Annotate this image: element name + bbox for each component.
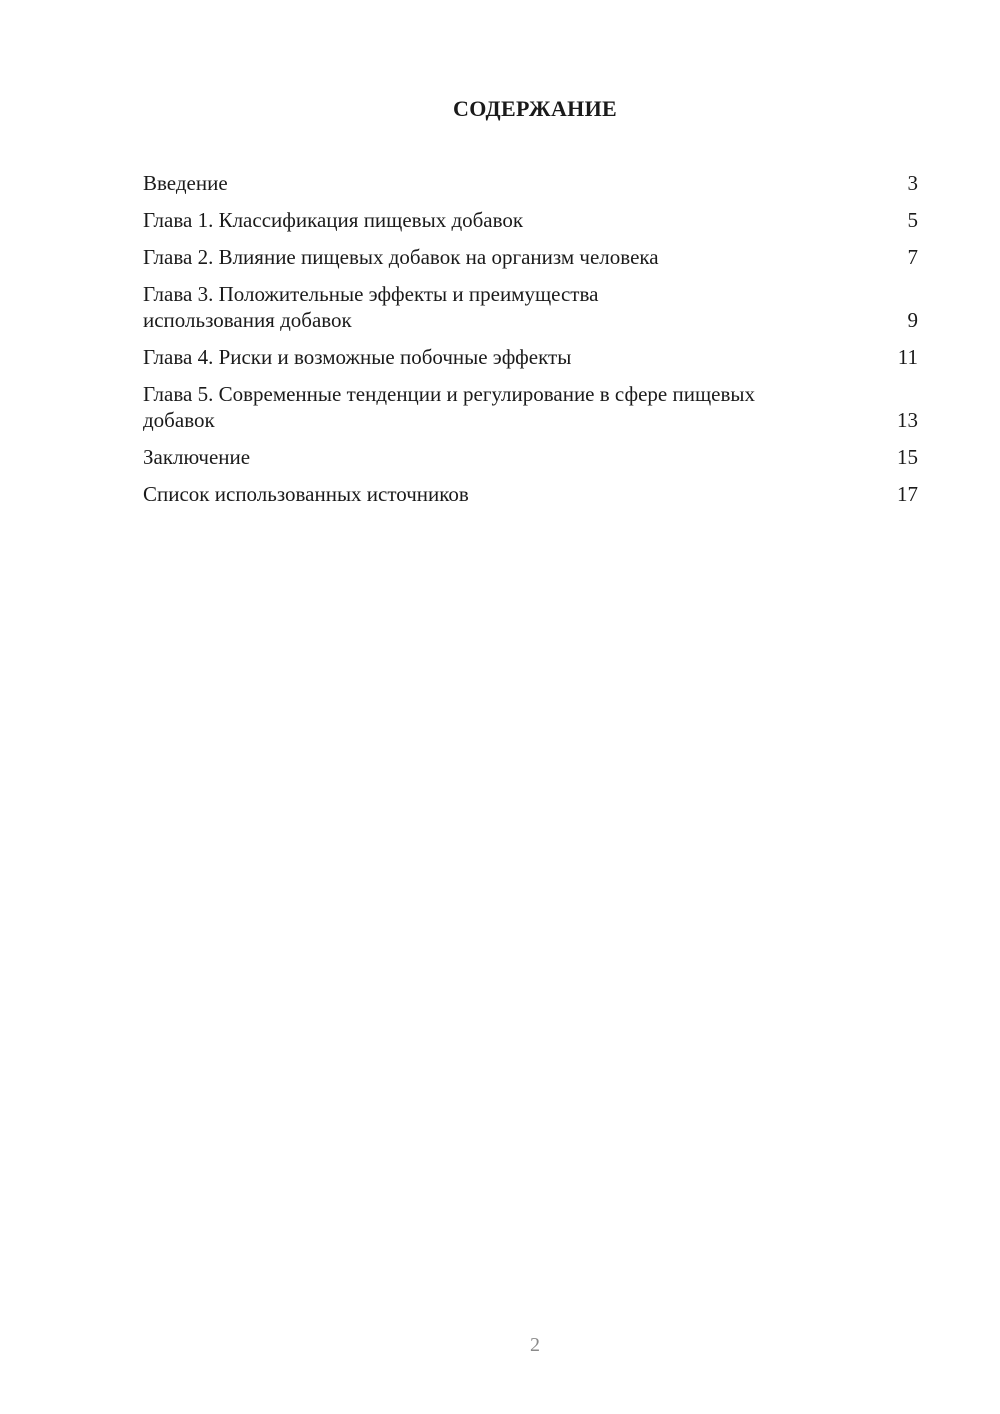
toc-entry-page: 17 [897, 482, 918, 506]
toc-entry-page: 9 [907, 308, 918, 332]
table-of-contents [143, 170, 918, 518]
page-number: 2 [530, 1334, 540, 1356]
toc-entry-title: Глава 1. Классификация пищевых добавок [143, 208, 524, 232]
toc-entry-page: 7 [907, 245, 918, 269]
toc-entry-page: 13 [897, 408, 918, 432]
toc-entry [143, 281, 918, 333]
toc-entry [143, 244, 918, 270]
toc-entry-title: Глава 2. Влияние пищевых добавок на организм человека [143, 245, 659, 269]
toc-entry [143, 481, 918, 507]
toc-entry [143, 344, 918, 370]
toc-entry-page: 5 [907, 208, 918, 232]
toc-entry-page: 3 [907, 171, 918, 195]
toc-entry-title: Глава 5. Современные тенденции и регулирование в сфере пищевых добавок [143, 382, 755, 432]
toc-entry-title: Список использованных источников [143, 482, 469, 506]
toc-entry-title: Глава 4. Риски и возможные побочные эффекты [143, 345, 572, 369]
toc-entry [143, 381, 918, 433]
toc-entry-title: Заключение [143, 445, 251, 469]
toc-entry-page: 11 [897, 345, 918, 369]
toc-entry [143, 444, 918, 470]
toc-entry [143, 207, 918, 233]
page-title: СОДЕРЖАНИЕ [453, 96, 617, 121]
toc-entry-page: 15 [897, 445, 918, 469]
toc-entry [143, 170, 918, 196]
toc-entry-title: Введение [143, 171, 228, 195]
toc-entry-title: Глава 3. Положительные эффекты и преимущества использования добавок [143, 282, 599, 332]
